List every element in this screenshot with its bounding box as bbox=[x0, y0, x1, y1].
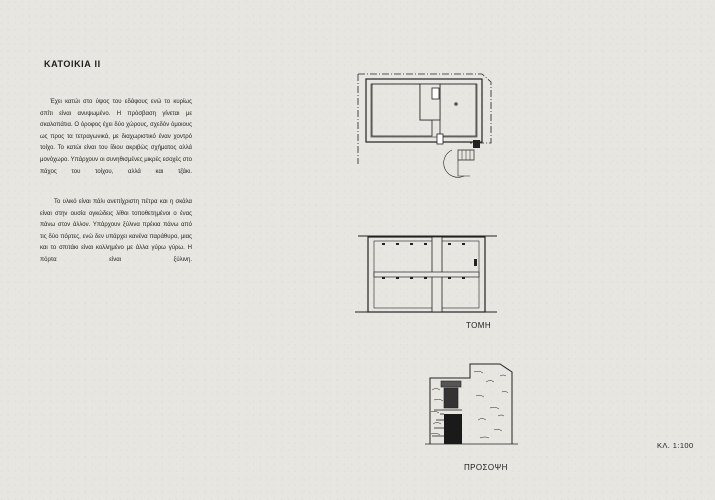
description-paragraph-1: Έχει κατώι στο ύψος του εδάφους ενώ το κυρίως σπίτι είναι ανυψωμένο. Η πρόσβαση γίνεται με σκαλοπάτια. Ο όροφος έχει δύο χώρους, σχεδόν όμοιους ως προς τα τετραγωνικά, με διαχωριστικό έναν χοντρό τοίχο. Το κατώι είναι του ίδιου ακριβώς σχήματος αλλά μονόχωρο. Υπάρχουν οι συνηθισμένες μικρές εσοχές στο πάχος του τοίχου, αλλά και τζάκι. bbox=[40, 99, 192, 175]
floor-plan bbox=[358, 74, 491, 177]
section-drawing bbox=[355, 236, 497, 312]
facade-label: ΠΡΟΣΟΨΗ bbox=[464, 463, 508, 472]
section-label: ΤΟΜΗ bbox=[466, 321, 492, 330]
page-title: ΚΑΤΟΙΚΙΑ ΙΙ bbox=[44, 59, 101, 69]
description-paragraph-2: Το υλικό είναι πάλι ανεπίχριστη πέτρα και η σκάλα είναι στην ουσία ογκώδεις λίθοι τοποθετημένοι ο ένας πάνω στον άλλον. Υπάρχουν ξύλινα πρέκια πάνω από τις δύο πόρτες, ενώ δεν υπάρχει κανένα παράθυρο, μιας και το σπιτάκι είναι κολλημένο με άλλα γύρω γύρω. Η πόρτα είναι ξύλινη. bbox=[40, 199, 192, 263]
facade-drawing bbox=[425, 364, 518, 444]
scale-label: ΚΛ. 1:100 bbox=[657, 441, 694, 450]
